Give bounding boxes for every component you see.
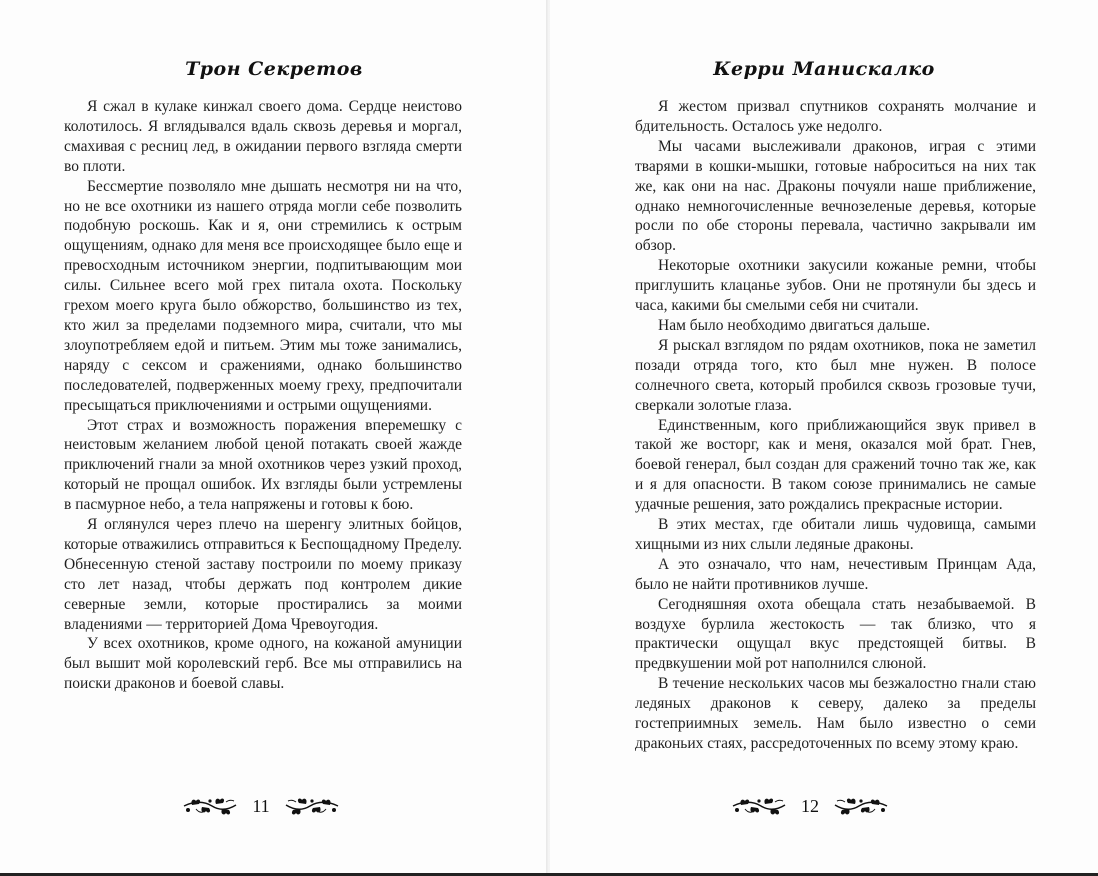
floral-ornament-icon [731,797,787,817]
paragraph: Единственным, кого приближающийся звук привел в такой же восторг, как и меня, оказался мой брат. Гнев, боевой генерал, был создан для сражений точно так же, как и я для опасности. В таком союзе принимались не самые удачные решения, зато рождались прекрасные истории. [635,416,1036,514]
paragraph: В этих местах, где обитали лишь чудовища, самыми хищными из них слыли ледяные драконы. [635,516,1036,553]
paragraph: Я сжал в кулаке кинжал своего дома. Сердце неистово колотилось. Я вглядывался вдаль сквозь деревья и моргал, смахивая с ресниц лед, в ожидании первого взгляда смерти во плоти. [64,98,462,175]
right-page-footer [536,796,1084,817]
floral-ornament-icon [182,797,238,817]
paragraph: Я оглянулся через плечо на шеренгу элитных бойцов, которые отважились отправиться к Беспощадному Пределу. Обнесенную стеной заставу построили по моему приказу сто лет назад, чтобы держать под контролем дикие северные земли, которые простирались за моими владениями — территорией Дома Чревоугодия. [64,516,462,633]
paragraph: Мы часами выслеживали драконов, играя с этими тварями в кошки-мышки, готовые наброситься на них так же, как они на нас. Драконы почуяли наше приближение, однако немногочисленные вечнозеленые деревья, которые росли по обе стороны перевала, частично закрывали им обзор. [635,137,1036,255]
page-number: 12 [801,796,819,816]
paragraph: Сегодняшняя охота обещала стать незабываемой. В воздухе бурлила жестокость — так близко, что я практически ощущал вкус предстоящей битвы. В предвкушении мой рот наполнился слюной. [635,595,1036,673]
paragraph: Я жестом призвал спутников сохранять молчание и бдительность. Осталось уже недолго. [635,98,1036,135]
left-page-footer [0,796,535,817]
paragraph: Некоторые охотники закусили кожаные ремни, чтобы приглушить клацанье зубов. Они не протянули бы здесь и часа, какими бы смелыми себя ни считали. [635,257,1036,315]
paragraph: Нам было необходимо двигаться дальше. [658,316,931,334]
floral-ornament-icon [833,797,889,817]
right-page [550,0,1098,876]
running-header-title: Трон Секретов [185,58,363,80]
paragraph: В течение нескольких часов мы безжалостно гнали стаю ледяных драконов к северу, далеко за пределы гостеприимных земель. Нам было известно о семи драконьих стаях, рассредоточенных по всему этому краю. [635,675,1036,752]
paragraph: Я рыскал взглядом по рядам охотников, пока не заметил позади отряда того, кто был мне нужен. В полосе солнечного света, который пробился сквозь грозовые тучи, сверкали золотые глаза. [635,336,1036,414]
left-page-body [64,97,462,694]
floral-ornament-icon [284,797,340,817]
page-number: 11 [252,796,270,816]
paragraph: А это означало, что нам, нечестивым Принцам Ада, было не найти противников лучше. [635,555,1036,593]
running-header-author: Керри Манискалко [713,58,935,80]
right-page-body [635,97,1036,754]
paragraph: У всех охотников, кроме одного, на кожаной амуниции был вышит мой королевский герб. Все мы отправились на поиски драконов и боевой славы. [64,635,462,693]
paragraph: Этот страх и возможность поражения вперемешку с неистовым желанием любой ценой потакать своей жажде приключений гнали за мной охотников через узкий проход, который не прощал ошибок. Их взгляды были устремлены в пасмурное небо, а тела напряжены и готовы к бою. [64,416,462,514]
paragraph: Бессмертие позволяло мне дышать несмотря ни на что, но не все охотники из нашего отряда могли себе позволить подобную роскошь. Как и я, они стремились к острым ощущениям, однако для меня все происходящее было еще и превосходным источником энергии, подпитывающим мои силы. Сильнее всего мой грех питала охота. Поскольку грехом моего круга было обжорство, большинство из тех, кто жил за пределами подземного мира, считали, что мы злоупотребляем едой и питьем. Этим мы тоже занимались, наряду с сексом и сражениями, однако большинство последователей, подверженных моему греху, предпочитали пресыщаться приключениями и острыми ощущениями. [64,177,462,414]
left-page [0,0,548,876]
